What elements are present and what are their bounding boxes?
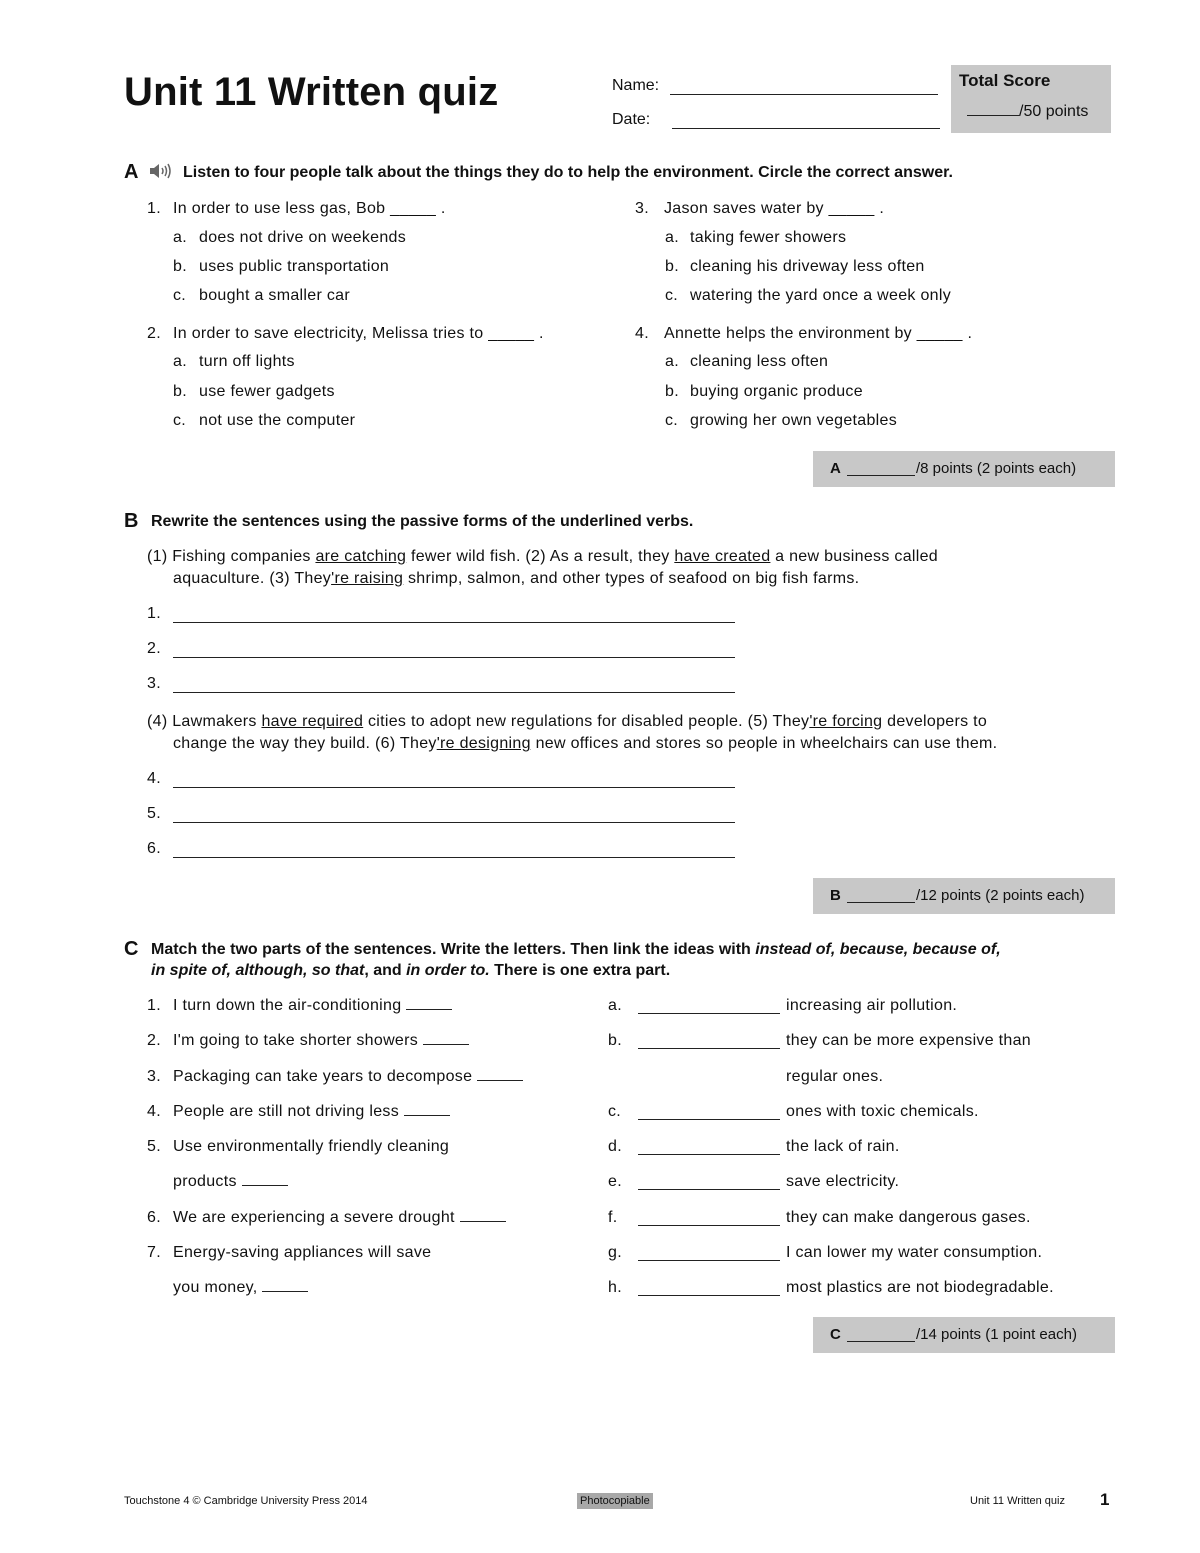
match-answer-blank[interactable] bbox=[404, 1115, 450, 1116]
match-answer-blank[interactable] bbox=[460, 1221, 506, 1222]
q3-option-text[interactable]: cleaning his driveway less often bbox=[690, 258, 925, 275]
date-field[interactable] bbox=[672, 128, 940, 129]
match-left-number: 6. bbox=[147, 1209, 161, 1226]
match-left-item: Energy-saving appliances will save bbox=[173, 1244, 432, 1261]
answer-line-number: 1. bbox=[147, 605, 161, 622]
match-left-number: 3. bbox=[147, 1068, 161, 1085]
match-right-item: increasing air pollution. bbox=[786, 997, 958, 1014]
q4-option-text[interactable]: cleaning less often bbox=[690, 353, 829, 370]
question-3-number: 3. bbox=[635, 200, 649, 217]
match-right-letter: h. bbox=[608, 1279, 622, 1296]
section-b-score-field[interactable] bbox=[847, 902, 915, 903]
answer-line-4[interactable] bbox=[173, 787, 735, 788]
q1-option-letter[interactable]: a. bbox=[173, 229, 187, 246]
match-left-item: Packaging can take years to decompose bbox=[173, 1068, 523, 1086]
q1-option-text[interactable]: uses public transportation bbox=[199, 258, 390, 275]
connector-blank[interactable] bbox=[638, 1260, 780, 1261]
section-b-instruction: Rewrite the sentences using the passive forms of the underlined verbs. bbox=[151, 513, 694, 530]
question-4-stem: Annette helps the environment by _____ . bbox=[664, 325, 973, 342]
date-label: Date: bbox=[612, 111, 651, 128]
section-c-score-letter: C bbox=[830, 1326, 841, 1343]
match-left-number: 7. bbox=[147, 1244, 161, 1261]
total-score-points: /50 points bbox=[967, 103, 1088, 121]
total-score-box bbox=[951, 65, 1111, 133]
section-a-score-letter: A bbox=[830, 460, 841, 477]
match-right-letter: a. bbox=[608, 997, 622, 1014]
section-c-score-text: /14 points (1 point each) bbox=[916, 1326, 1077, 1343]
match-right-letter: c. bbox=[608, 1103, 622, 1120]
match-left-item: We are experiencing a severe drought bbox=[173, 1209, 506, 1227]
match-right-item: they can make dangerous gases. bbox=[786, 1209, 1031, 1226]
match-left-number: 2. bbox=[147, 1032, 161, 1049]
match-left-item: Use environmentally friendly cleaning bbox=[173, 1138, 450, 1155]
match-right-letter: b. bbox=[608, 1032, 622, 1049]
section-b-score-letter: B bbox=[830, 887, 841, 904]
footer-quiz-title: Unit 11 Written quiz bbox=[970, 1495, 1065, 1507]
q3-option-letter[interactable]: a. bbox=[665, 229, 679, 246]
question-1-number: 1. bbox=[147, 200, 161, 217]
connector-blank[interactable] bbox=[638, 1225, 780, 1226]
match-left-number: 5. bbox=[147, 1138, 161, 1155]
q1-option-letter[interactable]: c. bbox=[173, 287, 187, 304]
q3-option-text[interactable]: taking fewer showers bbox=[690, 229, 847, 246]
answer-line-5[interactable] bbox=[173, 822, 735, 823]
match-answer-blank[interactable] bbox=[477, 1080, 523, 1081]
match-left-number: 4. bbox=[147, 1103, 161, 1120]
answer-line-number: 5. bbox=[147, 805, 161, 822]
match-right-item: ones with toxic chemicals. bbox=[786, 1103, 979, 1120]
answer-line-3[interactable] bbox=[173, 692, 735, 693]
match-left-number: 1. bbox=[147, 997, 161, 1014]
connector-blank[interactable] bbox=[638, 1119, 780, 1120]
section-c-instruction-line-2: in spite of, although, so that, and in order to. There is one extra part. bbox=[151, 962, 671, 979]
answer-line-number: 6. bbox=[147, 840, 161, 857]
match-right-item: they can be more expensive than bbox=[786, 1032, 1032, 1049]
q4-option-text[interactable]: buying organic produce bbox=[690, 383, 863, 400]
q2-option-text[interactable]: use fewer gadgets bbox=[199, 383, 335, 400]
section-b-score-text: /12 points (2 points each) bbox=[916, 887, 1085, 904]
audio-speaker-icon[interactable] bbox=[148, 162, 174, 180]
q4-option-letter[interactable]: b. bbox=[665, 383, 679, 400]
match-right-item: most plastics are not biodegradable. bbox=[786, 1279, 1054, 1296]
q4-option-text[interactable]: growing her own vegetables bbox=[690, 412, 898, 429]
section-c-score-field[interactable] bbox=[847, 1341, 915, 1342]
match-answer-blank[interactable] bbox=[423, 1044, 469, 1045]
section-c-letter: C bbox=[124, 938, 139, 960]
passage-1-line-1: (1) Fishing companies are catching fewer wild fish. (2) As a result, they have created a new business called bbox=[147, 548, 939, 565]
match-right-letter: f. bbox=[608, 1209, 618, 1226]
page-number: 1 bbox=[1100, 1490, 1110, 1509]
connector-blank[interactable] bbox=[638, 1189, 780, 1190]
q3-option-letter[interactable]: b. bbox=[665, 258, 679, 275]
q4-option-letter[interactable]: c. bbox=[665, 412, 679, 429]
question-3-stem: Jason saves water by _____ . bbox=[664, 200, 885, 217]
passage-2-line-2: change the way they build. (6) They're designing new offices and stores so people in wheelchairs can use them. bbox=[173, 735, 998, 752]
section-c-instruction-line-1: Match the two parts of the sentences. Write the letters. Then link the ideas with instead of, because, because of, bbox=[151, 941, 1001, 958]
match-right-item: I can lower my water consumption. bbox=[786, 1244, 1043, 1261]
q3-option-text[interactable]: watering the yard once a week only bbox=[690, 287, 952, 304]
name-field[interactable] bbox=[670, 94, 938, 95]
answer-line-number: 3. bbox=[147, 675, 161, 692]
connector-blank[interactable] bbox=[638, 1154, 780, 1155]
total-score-label: Total Score bbox=[959, 71, 1051, 90]
question-4-number: 4. bbox=[635, 325, 649, 342]
photocopiable-badge: Photocopiable bbox=[577, 1493, 653, 1509]
answer-line-number: 2. bbox=[147, 640, 161, 657]
section-a-letter: A bbox=[124, 161, 139, 183]
footer-copyright: Touchstone 4 © Cambridge University Press 2014 bbox=[124, 1495, 368, 1507]
section-a-score-field[interactable] bbox=[847, 475, 915, 476]
question-2-stem: In order to save electricity, Melissa tries to _____ . bbox=[173, 325, 544, 342]
match-left-item: I turn down the air-conditioning bbox=[173, 997, 452, 1015]
match-answer-blank[interactable] bbox=[406, 1009, 452, 1010]
section-b-letter: B bbox=[124, 510, 139, 532]
section-a-score-box bbox=[813, 451, 1115, 487]
answer-line-2[interactable] bbox=[173, 657, 735, 658]
section-a-instruction: Listen to four people talk about the things they do to help the environment. Circle the correct answer. bbox=[183, 164, 953, 181]
answer-line-number: 4. bbox=[147, 770, 161, 787]
match-right-letter: e. bbox=[608, 1173, 622, 1190]
question-1-stem: In order to use less gas, Bob _____ . bbox=[173, 200, 446, 217]
match-right-letter: g. bbox=[608, 1244, 622, 1261]
match-right-item-continued: regular ones. bbox=[786, 1068, 884, 1085]
name-label: Name: bbox=[612, 77, 660, 94]
connector-blank[interactable] bbox=[638, 1295, 780, 1296]
section-c-score-box bbox=[813, 1317, 1115, 1353]
page-title: Unit 11 Written quiz bbox=[124, 70, 499, 114]
q1-option-letter[interactable]: b. bbox=[173, 258, 187, 275]
match-answer-blank[interactable] bbox=[242, 1185, 288, 1186]
answer-line-6[interactable] bbox=[173, 857, 735, 858]
total-score-field[interactable] bbox=[967, 115, 1019, 116]
section-a-score-text: /8 points (2 points each) bbox=[916, 460, 1077, 477]
question-2-number: 2. bbox=[147, 325, 161, 342]
q2-option-letter[interactable]: a. bbox=[173, 353, 187, 370]
q2-option-letter[interactable]: b. bbox=[173, 383, 187, 400]
q1-option-text[interactable]: bought a smaller car bbox=[199, 287, 350, 304]
q2-option-text[interactable]: turn off lights bbox=[199, 353, 295, 370]
q2-option-letter[interactable]: c. bbox=[173, 412, 187, 429]
match-left-item-continued: you money, bbox=[173, 1279, 308, 1297]
q3-option-letter[interactable]: c. bbox=[665, 287, 679, 304]
q2-option-text[interactable]: not use the computer bbox=[199, 412, 356, 429]
q4-option-letter[interactable]: a. bbox=[665, 353, 679, 370]
section-b-score-box bbox=[813, 878, 1115, 914]
match-left-item: I'm going to take shorter showers bbox=[173, 1032, 469, 1050]
match-right-item: the lack of rain. bbox=[786, 1138, 900, 1155]
q1-option-text[interactable]: does not drive on weekends bbox=[199, 229, 407, 246]
match-left-item: People are still not driving less bbox=[173, 1103, 450, 1121]
answer-line-1[interactable] bbox=[173, 622, 735, 623]
match-right-item: save electricity. bbox=[786, 1173, 900, 1190]
match-left-item-continued: products bbox=[173, 1173, 288, 1191]
match-answer-blank[interactable] bbox=[262, 1291, 308, 1292]
passage-1-line-2: aquaculture. (3) They're raising shrimp, salmon, and other types of seafood on big fish farms. bbox=[173, 570, 860, 587]
connector-blank[interactable] bbox=[638, 1048, 780, 1049]
passage-2-line-1: (4) Lawmakers have required cities to adopt new regulations for disabled people. (5) They're forcing developers to bbox=[147, 713, 988, 730]
match-right-letter: d. bbox=[608, 1138, 622, 1155]
connector-blank[interactable] bbox=[638, 1013, 780, 1014]
